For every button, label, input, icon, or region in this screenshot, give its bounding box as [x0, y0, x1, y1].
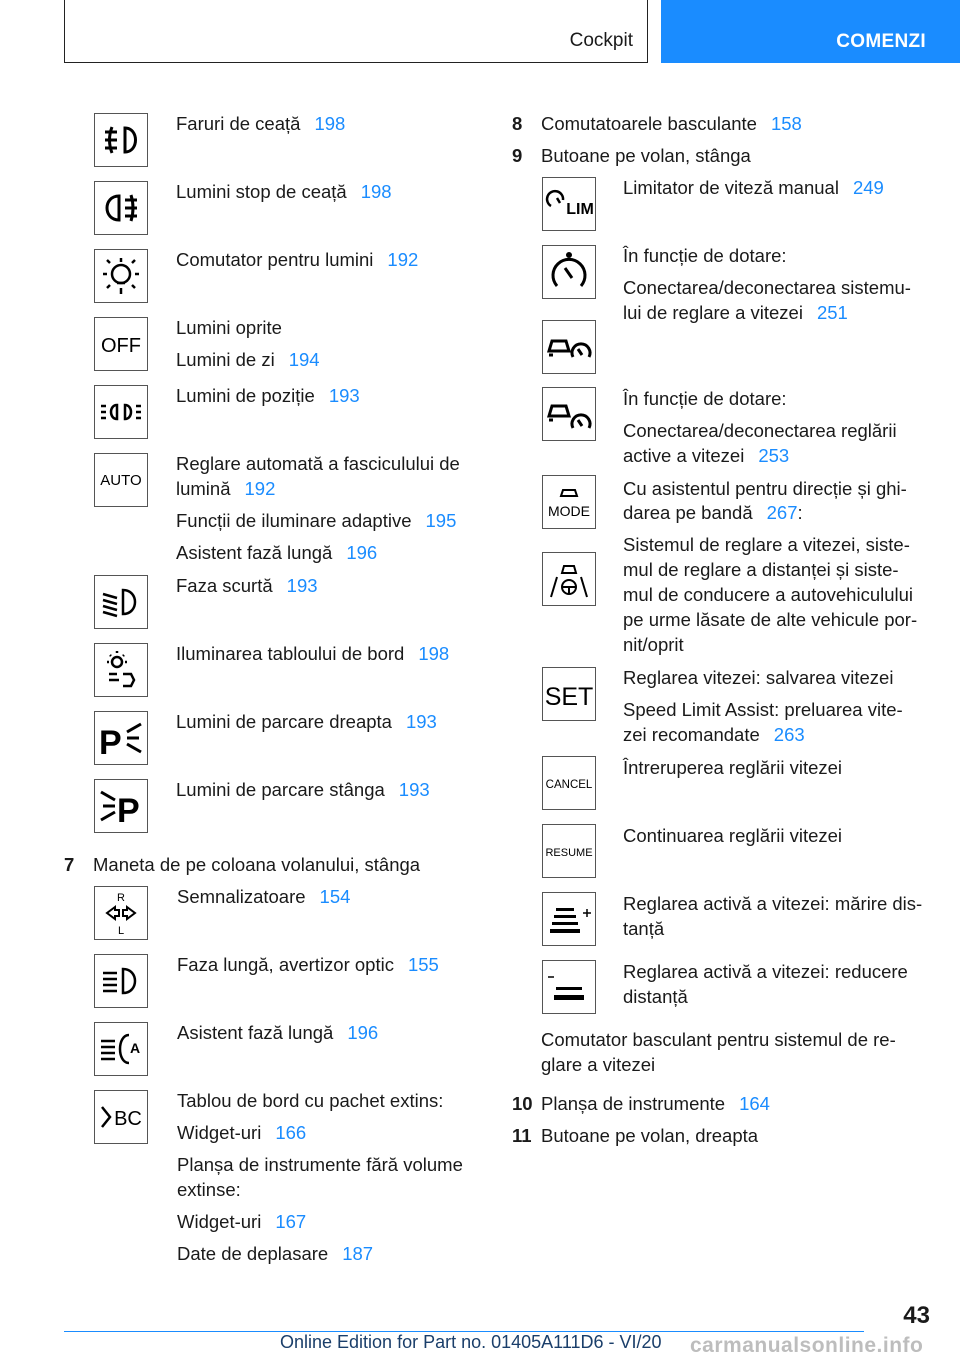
parking-light-left-icon	[94, 779, 148, 833]
item-text: Widget-uri 166	[177, 1122, 307, 1143]
item-text: Sistemul de reglare a vitezei, siste-	[623, 534, 910, 555]
page-link[interactable]: 155	[407, 954, 439, 975]
item-text: Faruri de ceață 198	[176, 113, 346, 134]
item-text: Iluminarea tabloului de bord 198	[176, 643, 450, 664]
item-text: Reglarea vitezei: salvarea vitezei	[623, 667, 894, 688]
section-number: 8	[512, 113, 523, 134]
svg-text:R: R	[117, 892, 125, 904]
item-text: lumină 192	[176, 478, 276, 499]
item-text: Asistent fază lungă 196	[176, 542, 378, 563]
active-cruise-icon	[542, 320, 596, 374]
item-text: Comutator pentru lumini 192	[176, 249, 419, 270]
page-link[interactable]: 253	[758, 445, 790, 466]
page-link[interactable]: 154	[319, 886, 351, 907]
distance-increase-icon	[542, 892, 596, 946]
page-link[interactable]: 251	[816, 302, 848, 323]
item-text: Asistent fază lungă 196	[177, 1022, 379, 1043]
distance-decrease-icon	[542, 960, 596, 1014]
item-text: Lumini oprite	[176, 317, 282, 338]
item-text: mul de conducere a autovehiculului	[623, 584, 914, 605]
page-link[interactable]: 196	[347, 1022, 379, 1043]
item-text: Lumini de parcare stânga 193	[176, 779, 430, 800]
item-text: Speed Limit Assist: preluarea vite-	[623, 699, 903, 720]
set-icon	[542, 667, 596, 721]
turn-signal-icon	[94, 886, 148, 940]
page-link[interactable]: 267	[766, 502, 798, 523]
item-text: Conectarea/deconectarea sistemu-	[623, 277, 911, 298]
section-number: 7	[64, 854, 75, 875]
footer-text: Online Edition for Part no. 01405A111D6 - VI/20	[280, 1332, 662, 1352]
page-link[interactable]: 198	[360, 181, 392, 202]
page-link[interactable]: 198	[314, 113, 346, 134]
item-text: pe urme lăsate de alte vehicule por-	[623, 609, 918, 630]
item-text: Continuarea reglării vitezei	[623, 825, 843, 846]
item-text: În funcție de dotare:	[623, 245, 787, 266]
item-text: În funcție de dotare:	[623, 388, 787, 409]
item-text: Tablou de bord cu pachet extins:	[177, 1090, 444, 1111]
item-text: Conectarea/deconectarea reglării	[623, 420, 897, 441]
page-link[interactable]: 187	[342, 1243, 374, 1264]
page-link[interactable]: 194	[288, 349, 320, 370]
rocker-text: glare a vitezei	[541, 1054, 656, 1075]
page-link[interactable]: 263	[773, 724, 805, 745]
page-link[interactable]: 167	[275, 1211, 307, 1232]
section-title: Maneta de pe coloana volanului, stânga	[93, 854, 421, 875]
page-link[interactable]: 193	[328, 385, 360, 406]
steering-assist-icon	[542, 552, 596, 606]
header-chapter-tab	[661, 0, 960, 63]
item-text: Cu asistentul pentru direcție și ghi-	[623, 478, 907, 499]
item-text: Lumini de parcare dreapta 193	[176, 711, 437, 732]
svg-text:LIM: LIM	[566, 201, 594, 218]
item-text: Lumini de zi 194	[176, 349, 320, 370]
section-title: Cockpit	[569, 30, 633, 51]
item-text: active a vitezei 253	[623, 445, 790, 466]
item-text: Reglare automată a fasciculului de	[176, 453, 460, 474]
parking-light-right-icon	[94, 711, 148, 765]
svg-text:A: A	[129, 1040, 141, 1056]
item-text: distanță	[623, 986, 688, 1007]
low-beam-icon	[94, 575, 148, 629]
page-link[interactable]: 249	[852, 177, 884, 198]
section-number: 11	[512, 1125, 532, 1146]
cruise-control-icon	[542, 245, 596, 299]
svg-text:OFF: OFF	[101, 335, 141, 357]
svg-text:P: P	[99, 724, 122, 762]
item-text: Limitator de viteză manual 249	[623, 177, 884, 198]
item-text: mul de reglare a distanței și siste-	[623, 559, 899, 580]
item-text: Lumini de poziție 193	[176, 385, 360, 406]
mode-icon	[542, 475, 596, 529]
item-text: Semnalizatoare 154	[177, 886, 351, 907]
svg-text:L: L	[117, 925, 125, 937]
page-link[interactable]: 195	[425, 510, 457, 531]
item-text: nit/oprit	[623, 634, 684, 655]
auto-headlight-icon	[94, 453, 148, 507]
light-switch-icon	[94, 249, 148, 303]
svg-text:BC: BC	[114, 1108, 142, 1130]
section-number: 9	[512, 145, 523, 166]
parking-lights-icon	[94, 385, 148, 439]
svg-text:MODE: MODE	[548, 503, 590, 519]
item-text: Faza lungă, avertizor optic 155	[177, 954, 439, 975]
item-text: Widget-uri 167	[177, 1211, 307, 1232]
item-text: Date de deplasare 187	[177, 1243, 374, 1264]
header-section-box	[64, 0, 648, 63]
page-link[interactable]: 192	[387, 249, 419, 270]
section-title: Comutatoarele basculante 158	[541, 113, 802, 134]
fog-light-front-icon	[94, 113, 148, 167]
active-cruise-icon-2	[542, 387, 596, 441]
page-link[interactable]: 196	[346, 542, 378, 563]
item-text: Întreruperea reglării vitezei	[623, 757, 843, 778]
speed-limiter-icon	[542, 177, 596, 231]
chapter-title: COMENZI	[836, 31, 926, 52]
page-link[interactable]: 193	[286, 575, 318, 596]
section-number: 10	[512, 1093, 533, 1114]
item-text: tanță	[623, 918, 665, 939]
item-text: extinse:	[177, 1179, 241, 1200]
page-link[interactable]: 198	[418, 643, 450, 664]
item-text: Lumini stop de ceață 198	[176, 181, 392, 202]
page-link[interactable]: 193	[398, 779, 430, 800]
page-link[interactable]: 192	[244, 478, 276, 499]
item-text: Reglarea activă a vitezei: mărire dis-	[623, 893, 923, 914]
watermark: carmanualsonline.info	[690, 1334, 924, 1357]
page-link[interactable]: 166	[275, 1122, 307, 1143]
page-link[interactable]: 164	[739, 1093, 770, 1114]
high-beam-icon	[94, 954, 148, 1008]
resume-icon	[542, 824, 596, 878]
svg-text:CANCEL: CANCEL	[545, 779, 593, 791]
svg-text:P: P	[117, 792, 140, 830]
page-link[interactable]: 193	[405, 711, 437, 732]
high-beam-assist-icon	[94, 1022, 148, 1076]
svg-text:SET: SET	[544, 683, 594, 711]
rear-fog-light-icon	[94, 181, 148, 235]
bc-button-icon	[94, 1090, 148, 1144]
svg-text:AUTO: AUTO	[100, 472, 142, 489]
lights-off-icon	[94, 317, 148, 371]
section-title: Planșa de instrumente 164	[541, 1093, 770, 1114]
rocker-text: Comutator basculant pentru sistemul de re-	[541, 1029, 896, 1050]
item-text: Reglarea activă a vitezei: reducere	[623, 961, 908, 982]
svg-text:RESUME: RESUME	[545, 847, 593, 859]
item-text: Planșa de instrumente fără volume	[177, 1154, 463, 1175]
item-text: zei recomandate 263	[623, 724, 805, 745]
section-title: Butoane pe volan, stânga	[541, 145, 751, 166]
item-text: Faza scurtă 193	[176, 575, 318, 596]
page-number: 43	[903, 1302, 930, 1329]
item-text: darea pe bandă 267:	[623, 502, 803, 523]
item-text: lui de reglare a vitezei 251	[623, 302, 848, 323]
section-title: Butoane pe volan, dreapta	[541, 1125, 759, 1146]
cancel-icon	[542, 756, 596, 810]
page-link[interactable]: 158	[770, 113, 802, 134]
item-text: Funcții de iluminare adaptive 195	[176, 510, 457, 531]
instrument-lighting-icon	[94, 643, 148, 697]
